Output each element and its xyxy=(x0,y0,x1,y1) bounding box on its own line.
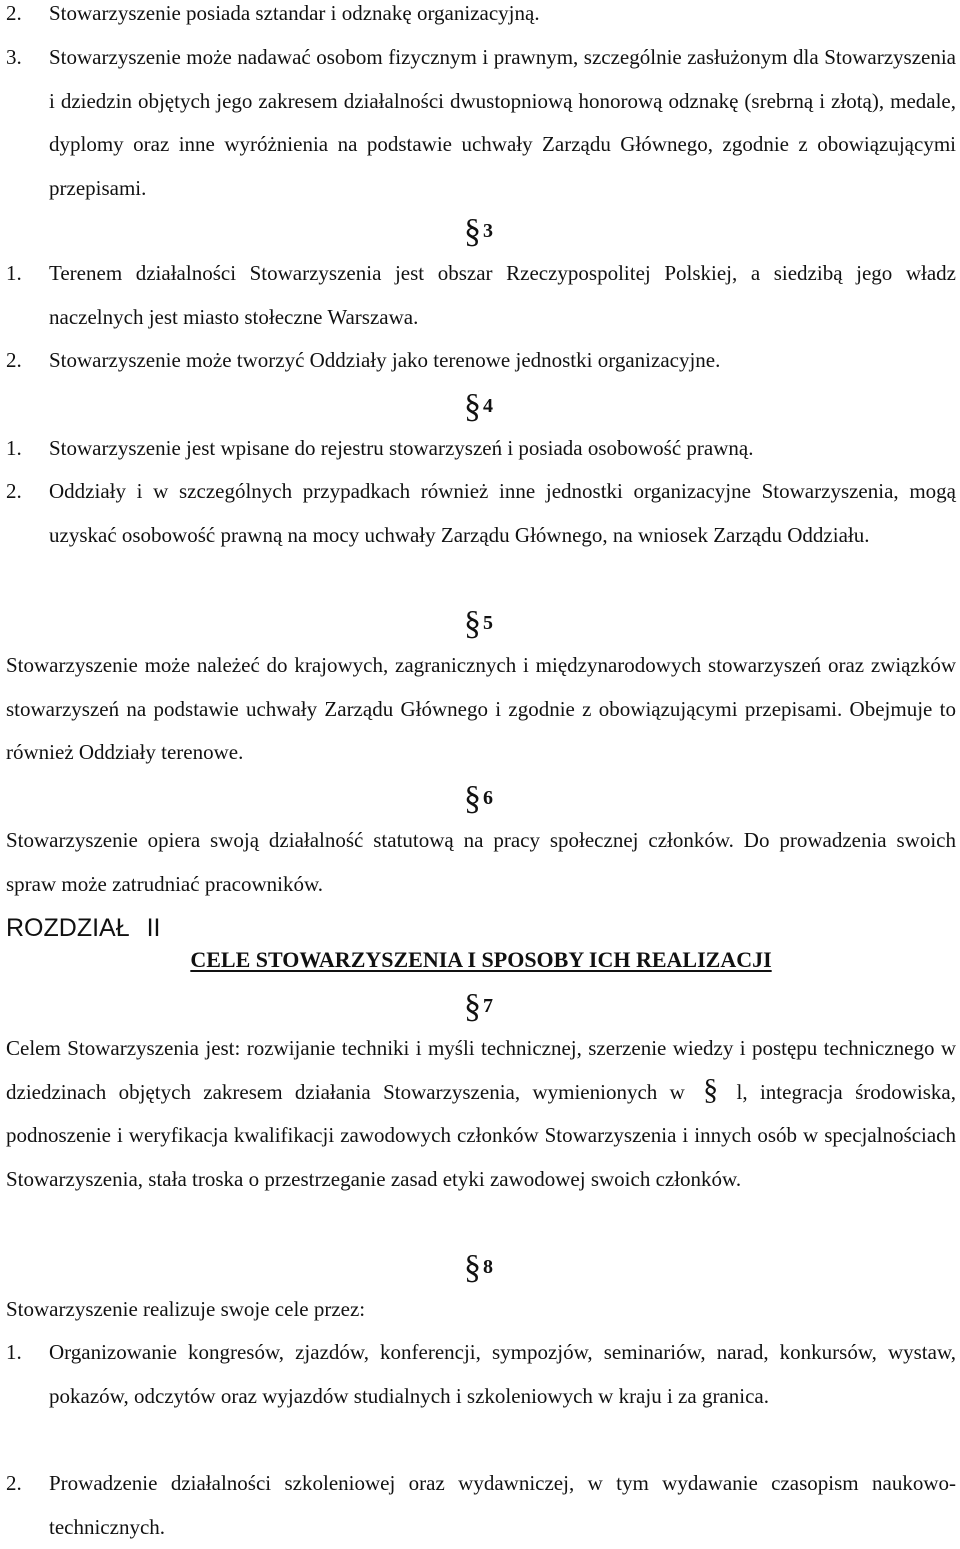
section-mark: § xyxy=(464,780,481,817)
chapter-heading xyxy=(6,912,956,944)
section-intro: Stowarzyszenie realizuje swoje cele przez: xyxy=(6,1297,366,1321)
section-paragraph: Stowarzyszenie może należeć do krajowych, zagranicznych i międzynarodowych stowarzyszeń oraz związków stowarzyszeń na podstawie uchwały Zarządu Głównego i zgodnie z obowiązującymi przepisami. Obejmuje to również Oddziały terenowe. xyxy=(6,653,956,764)
section-heading-4 xyxy=(6,384,956,428)
item-number: 2. xyxy=(6,1,22,25)
section-mark: § xyxy=(464,213,481,250)
section-number: 4 xyxy=(483,395,493,417)
paragraph-text-b: l, integracja środowiska, podnoszenie i weryfikacja kwalifikacji zawodowych członków Stowarzyszenia i innych osób w specjalnościach Stowarzyszenia, stała troska o przestrzeganie zasad etyki zawodowej swoich członków. xyxy=(6,1079,956,1191)
list-item xyxy=(6,427,956,471)
inline-section-mark: § xyxy=(703,1072,719,1106)
item-number: 2. xyxy=(6,479,22,503)
section-heading-6 xyxy=(6,776,956,820)
section-mark: § xyxy=(464,605,481,642)
paragraph-text-a: Celem Stowarzyszenia jest: rozwijanie techniki i myśli technicznej, szerzenie wiedzy i postępu technicznego w dziedzinach objętych zakresem działania Stowarzyszenia, wymienionych w xyxy=(6,1036,956,1104)
item-number: 1. xyxy=(6,436,22,460)
section-number: 7 xyxy=(483,995,493,1017)
item-number: 3. xyxy=(6,45,22,69)
list-item xyxy=(6,0,956,36)
section-heading-5 xyxy=(6,601,956,645)
section-mark: § xyxy=(464,388,481,425)
list-item xyxy=(6,1331,956,1418)
section-heading-7 xyxy=(6,984,956,1028)
item-text: Prowadzenie działalności szkoleniowej oraz wydawniczej, w tym wydawanie czasopism naukowo-technicznych. xyxy=(49,1471,956,1539)
section-heading-8 xyxy=(6,1245,956,1289)
item-number: 2. xyxy=(6,1471,22,1495)
section-heading-3 xyxy=(6,209,956,253)
list-item xyxy=(6,339,956,383)
item-number: 1. xyxy=(6,261,22,285)
item-text: Stowarzyszenie posiada sztandar i odznakę organizacyjną. xyxy=(49,1,540,25)
list-item xyxy=(6,470,956,557)
section-number: 3 xyxy=(483,220,493,242)
item-text: Stowarzyszenie może nadawać osobom fizycznym i prawnym, szczególnie zasłużonym dla Stowarzyszenia i dziedzin objętych jego zakresem działalności dwustopniową honorową odznakę (srebrną i złotą), medale, dyplomy oraz inne wyróżnienia na podstawie uchwały Zarządu Głównego, zgodnie z obowiązującymi przepisami. xyxy=(49,45,956,200)
item-text: Stowarzyszenie może tworzyć Oddziały jako terenowe jednostki organizacyjne. xyxy=(49,348,721,372)
list-item xyxy=(6,252,956,339)
item-text: Stowarzyszenie jest wpisane do rejestru stowarzyszeń i posiada osobowość prawną. xyxy=(49,436,754,460)
item-number: 1. xyxy=(6,1340,22,1364)
item-text: Organizowanie kongresów, zjazdów, konferencji, sympozjów, seminariów, narad, konkursów, wystaw, pokazów, odczytów oraz wyjazdów studialnych i szkoleniowych w kraju i za granica. xyxy=(49,1340,956,1408)
chapter-label: ROZDZIAŁ xyxy=(6,914,130,942)
item-number: 2. xyxy=(6,348,22,372)
section-mark: § xyxy=(464,988,481,1025)
section-mark: § xyxy=(464,1249,481,1286)
chapter-title: CELE STOWARZYSZENIA I SPOSOBY ICH REALIZACJI xyxy=(190,947,772,972)
section-number: 8 xyxy=(483,1256,493,1278)
chapter-number: II xyxy=(146,914,161,942)
list-item xyxy=(6,1462,956,1549)
section-paragraph: Stowarzyszenie opiera swoją działalność statutową na pracy społecznej członków. Do prowadzenia swoich spraw może zatrudniać pracowników. xyxy=(6,828,956,896)
list-item xyxy=(6,36,956,210)
item-text: Oddziały i w szczególnych przypadkach również inne jednostki organizacyjne Stowarzyszenia, mogą uzyskać osobowość prawną na mocy uchwały Zarządu Głównego, na wniosek Zarządu Oddziału. xyxy=(49,479,956,547)
section-number: 5 xyxy=(483,612,493,634)
section-number: 6 xyxy=(483,787,493,809)
item-text: Terenem działalności Stowarzyszenia jest obszar Rzeczypospolitej Polskiej, a siedzibą jego władz naczelnych jest miasto stołeczne Warszawa. xyxy=(49,261,956,329)
section-paragraph xyxy=(6,1027,956,1201)
